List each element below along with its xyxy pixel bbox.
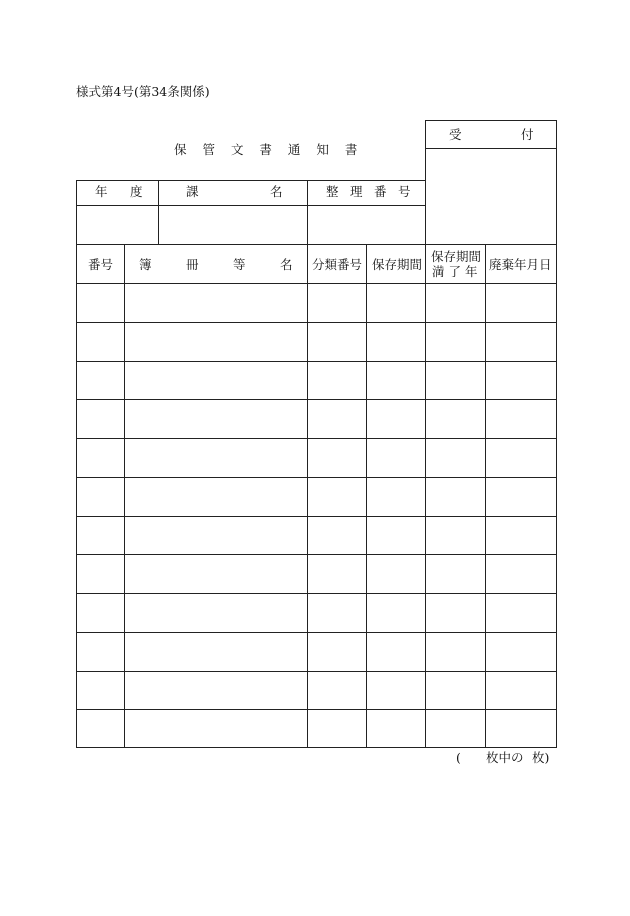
row-classification-cell[interactable] (308, 633, 366, 671)
arrangement-char-2: 理 (350, 184, 363, 199)
row-number-cell[interactable] (77, 517, 124, 555)
row-number-cell[interactable] (77, 633, 124, 671)
row-expiry-cell[interactable] (426, 672, 485, 710)
row-expiry-cell[interactable] (426, 439, 485, 477)
row-classification-cell[interactable] (308, 594, 366, 632)
row-book-name-cell[interactable] (125, 672, 307, 710)
row-disposal-date-cell[interactable] (486, 594, 556, 632)
footer-open-paren: ( (456, 750, 461, 765)
row-book-name-cell[interactable] (125, 478, 307, 516)
form-label: 様式第4号(第34条関係) (76, 84, 210, 99)
row-book-name-cell[interactable] (125, 594, 307, 632)
row-classification-cell[interactable] (308, 672, 366, 710)
row-expiry-cell[interactable] (426, 400, 485, 438)
row-retention-period-cell[interactable] (367, 555, 425, 593)
row-disposal-date-cell[interactable] (486, 555, 556, 593)
row-book-name-cell[interactable] (125, 710, 307, 748)
row-classification-cell[interactable] (308, 362, 366, 400)
row-disposal-date-cell[interactable] (486, 400, 556, 438)
column-retention-period-label: 保存期間 (372, 257, 423, 272)
row-disposal-date-cell[interactable] (486, 517, 556, 555)
sheet-suffix-label: 枚) (532, 750, 550, 765)
row-retention-period-cell[interactable] (367, 284, 425, 322)
receipt-label-left: 受 (449, 127, 462, 142)
row-expiry-cell[interactable] (426, 323, 485, 361)
year-input[interactable] (77, 206, 158, 244)
row-classification-cell[interactable] (308, 555, 366, 593)
row-number-cell[interactable] (77, 323, 124, 361)
section-label-left: 課 (186, 184, 199, 199)
column-disposal-date-label: 廃棄年月日 (489, 257, 552, 272)
row-disposal-date-cell[interactable] (486, 323, 556, 361)
row-book-name-cell[interactable] (125, 284, 307, 322)
row-classification-cell[interactable] (308, 284, 366, 322)
row-expiry-cell[interactable] (426, 710, 485, 748)
row-classification-cell[interactable] (308, 517, 366, 555)
row-disposal-date-cell[interactable] (486, 439, 556, 477)
row-classification-cell[interactable] (308, 323, 366, 361)
row-expiry-cell[interactable] (426, 517, 485, 555)
row-retention-period-cell[interactable] (367, 400, 425, 438)
row-book-name-cell[interactable] (125, 517, 307, 555)
row-disposal-date-cell[interactable] (486, 633, 556, 671)
row-disposal-date-cell[interactable] (486, 710, 556, 748)
row-retention-period-cell[interactable] (367, 672, 425, 710)
column-expiry-label-line1: 保存期間 (431, 249, 482, 264)
row-retention-period-cell[interactable] (367, 362, 425, 400)
row-number-cell[interactable] (77, 439, 124, 477)
row-book-name-cell[interactable] (125, 633, 307, 671)
arrangement-char-3: 番 (374, 184, 387, 199)
row-number-cell[interactable] (77, 284, 124, 322)
column-book-name-char-1: 簿 (139, 257, 152, 272)
row-retention-period-cell[interactable] (367, 633, 425, 671)
sheet-count-label: 枚中の (486, 750, 524, 765)
row-disposal-date-cell[interactable] (486, 362, 556, 400)
column-classification-label: 分類番号 (312, 257, 363, 272)
arrangement-number-input[interactable] (308, 206, 425, 244)
row-number-cell[interactable] (77, 672, 124, 710)
section-input[interactable] (159, 206, 307, 244)
column-book-name-char-2: 冊 (186, 257, 199, 272)
row-classification-cell[interactable] (308, 478, 366, 516)
row-disposal-date-cell[interactable] (486, 672, 556, 710)
row-book-name-cell[interactable] (125, 555, 307, 593)
column-number-label: 番号 (88, 257, 114, 272)
row-expiry-cell[interactable] (426, 478, 485, 516)
row-retention-period-cell[interactable] (367, 478, 425, 516)
year-label-left: 年 (95, 184, 108, 199)
row-retention-period-cell[interactable] (367, 439, 425, 477)
row-number-cell[interactable] (77, 555, 124, 593)
column-book-name-char-4: 名 (280, 257, 293, 272)
row-book-name-cell[interactable] (125, 362, 307, 400)
row-expiry-cell[interactable] (426, 633, 485, 671)
row-expiry-cell[interactable] (426, 555, 485, 593)
row-retention-period-cell[interactable] (367, 594, 425, 632)
row-number-cell[interactable] (77, 710, 124, 748)
document-title: 保 管 文 書 通 知 書 (174, 142, 364, 157)
row-classification-cell[interactable] (308, 400, 366, 438)
row-book-name-cell[interactable] (125, 323, 307, 361)
row-retention-period-cell[interactable] (367, 710, 425, 748)
row-book-name-cell[interactable] (125, 439, 307, 477)
row-number-cell[interactable] (77, 362, 124, 400)
info-top-border (76, 180, 426, 181)
row-expiry-cell[interactable] (426, 362, 485, 400)
row-classification-cell[interactable] (308, 710, 366, 748)
row-book-name-cell[interactable] (125, 400, 307, 438)
row-expiry-cell[interactable] (426, 284, 485, 322)
row-disposal-date-cell[interactable] (486, 478, 556, 516)
row-number-cell[interactable] (77, 478, 124, 516)
arrangement-char-4: 号 (398, 184, 411, 199)
row-classification-cell[interactable] (308, 439, 366, 477)
row-retention-period-cell[interactable] (367, 517, 425, 555)
row-disposal-date-cell[interactable] (486, 284, 556, 322)
column-expiry-label-line2: 満 了 年 (432, 264, 478, 279)
row-number-cell[interactable] (77, 400, 124, 438)
receipt-stamp-area[interactable] (426, 149, 556, 244)
row-retention-period-cell[interactable] (367, 323, 425, 361)
row-expiry-cell[interactable] (426, 594, 485, 632)
year-label-right: 度 (130, 184, 143, 199)
section-label-right: 名 (270, 184, 283, 199)
receipt-label-right: 付 (521, 127, 534, 142)
column-book-name-char-3: 等 (233, 257, 246, 272)
row-number-cell[interactable] (77, 594, 124, 632)
arrangement-char-1: 整 (326, 184, 339, 199)
